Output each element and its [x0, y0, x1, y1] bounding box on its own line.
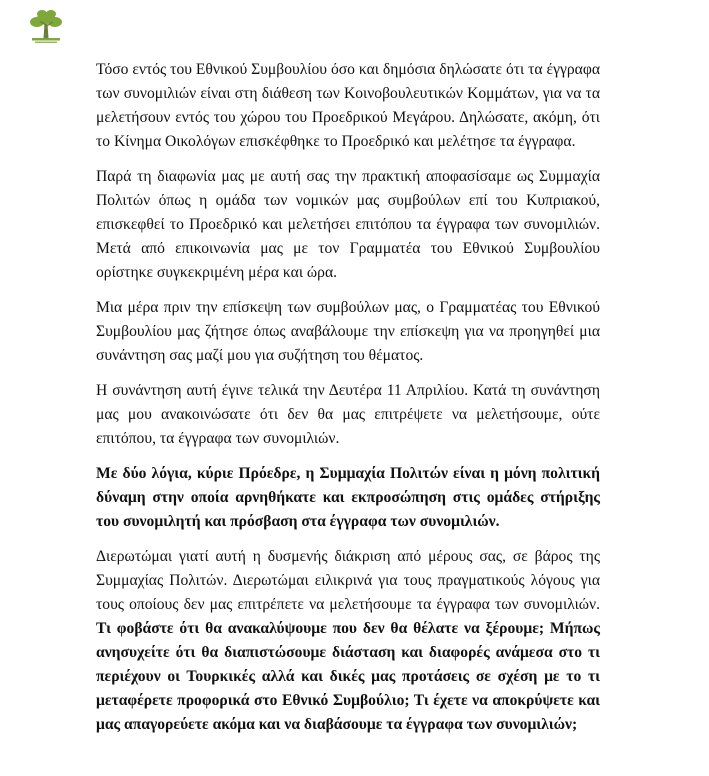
paragraph-5-bold: Με δύο λόγια, κύριε Πρόεδρε, η Συμμαχία Πολιτών είναι η μόνη πολιτική δύναμη στην οποία αρνηθήκατε και εκπροσώπηση στις ομάδες στήριξης του συνομιλητή και πρόσβαση στα έγγραφα των συνομιλιών.: [96, 465, 600, 530]
paragraph-6-bold: Τι φοβάστε ότι θα ανακαλύψουμε που δεν θα θέλατε να ξέρουμε; Μήπως ανησυχείτε ότι θα διαπιστώσουμε διάσταση και διαφορές ανάμεσα στο τι περιέχουν οι Τουρκικές αλλά και δικές μας προτάσεις σε σχέση με το τι μεταφέρετε προφορικά στο Εθνικό Συμβούλιο; Τι έχετε να αποκρύψετε και μας απαγορεύετε ακόμα και να διαβάσουμε τα έγγραφα των συνομιλιών;: [96, 620, 600, 733]
paragraph-4: Η συνάντηση αυτή έγινε τελικά την Δευτέρα 11 Απριλίου. Κατά τη συνάντηση μας μου ανακοινώσατε ότι δεν θα μας επιτρέψετε να μελετήσουμε, ούτε επιτόπου, τα έγγραφα των συνομιλιών.: [96, 382, 600, 447]
olive-tree-icon: [26, 8, 66, 46]
paragraph-6: [96, 545, 600, 737]
paragraph-3: Μια μέρα πριν την επίσκεψη των συμβούλων μας, ο Γραμματέας του Εθνικού Συμβουλίου μας ζήτησε όπως αναβάλουμε την επίσκεψη για να προηγηθεί μια συνάντηση σας μαζί μου για συζήτηση του θέματος.: [96, 299, 600, 364]
paragraph-1: Τόσο εντός του Εθνικού Συμβουλίου όσο και δημόσια δηλώσατε ότι τα έγγραφα των συνομιλιών είναι στη διάθεση των Κοινοβουλευτικών Κομμάτων, για να τα μελετήσουν εντός του χώρου του Προεδρικού Μεγάρου. Δηλώσατε, ακόμη, ότι το Κίνημα Οικολόγων επισκέφθηκε το Προεδρικό και μελέτησε τα έγγραφα.: [96, 61, 600, 150]
paragraph-2: Παρά τη διαφωνία μας με αυτή σας την πρακτική αποφασίσαμε ως Συμμαχία Πολιτών όπως η ομάδα των νομικών μας συμβούλων επί του Κυπριακού, επισκεφθεί το Προεδρικό και μελετήσει επιτόπου τα έγγραφα των συνομιλιών. Μετά από επικοινωνία μας με τον Γραμματέα του Εθνικού Συμβουλίου ορίστηκε συγκεκριμένη μέρα και ώρα.: [96, 168, 600, 281]
paragraph-6-regular: Διερωτώμαι γιατί αυτή η δυσμενής διάκριση από μέρους σας, σε βάρος της Συμμαχίας Πολιτών. Διερωτώμαι ειλικρινά για τους πραγματικούς λόγους για τους οποίους δεν μας επιτρέπετε να μελετήσουμε τα έγγραφα των συνομιλιών.: [96, 548, 600, 613]
document-body: [96, 58, 600, 748]
